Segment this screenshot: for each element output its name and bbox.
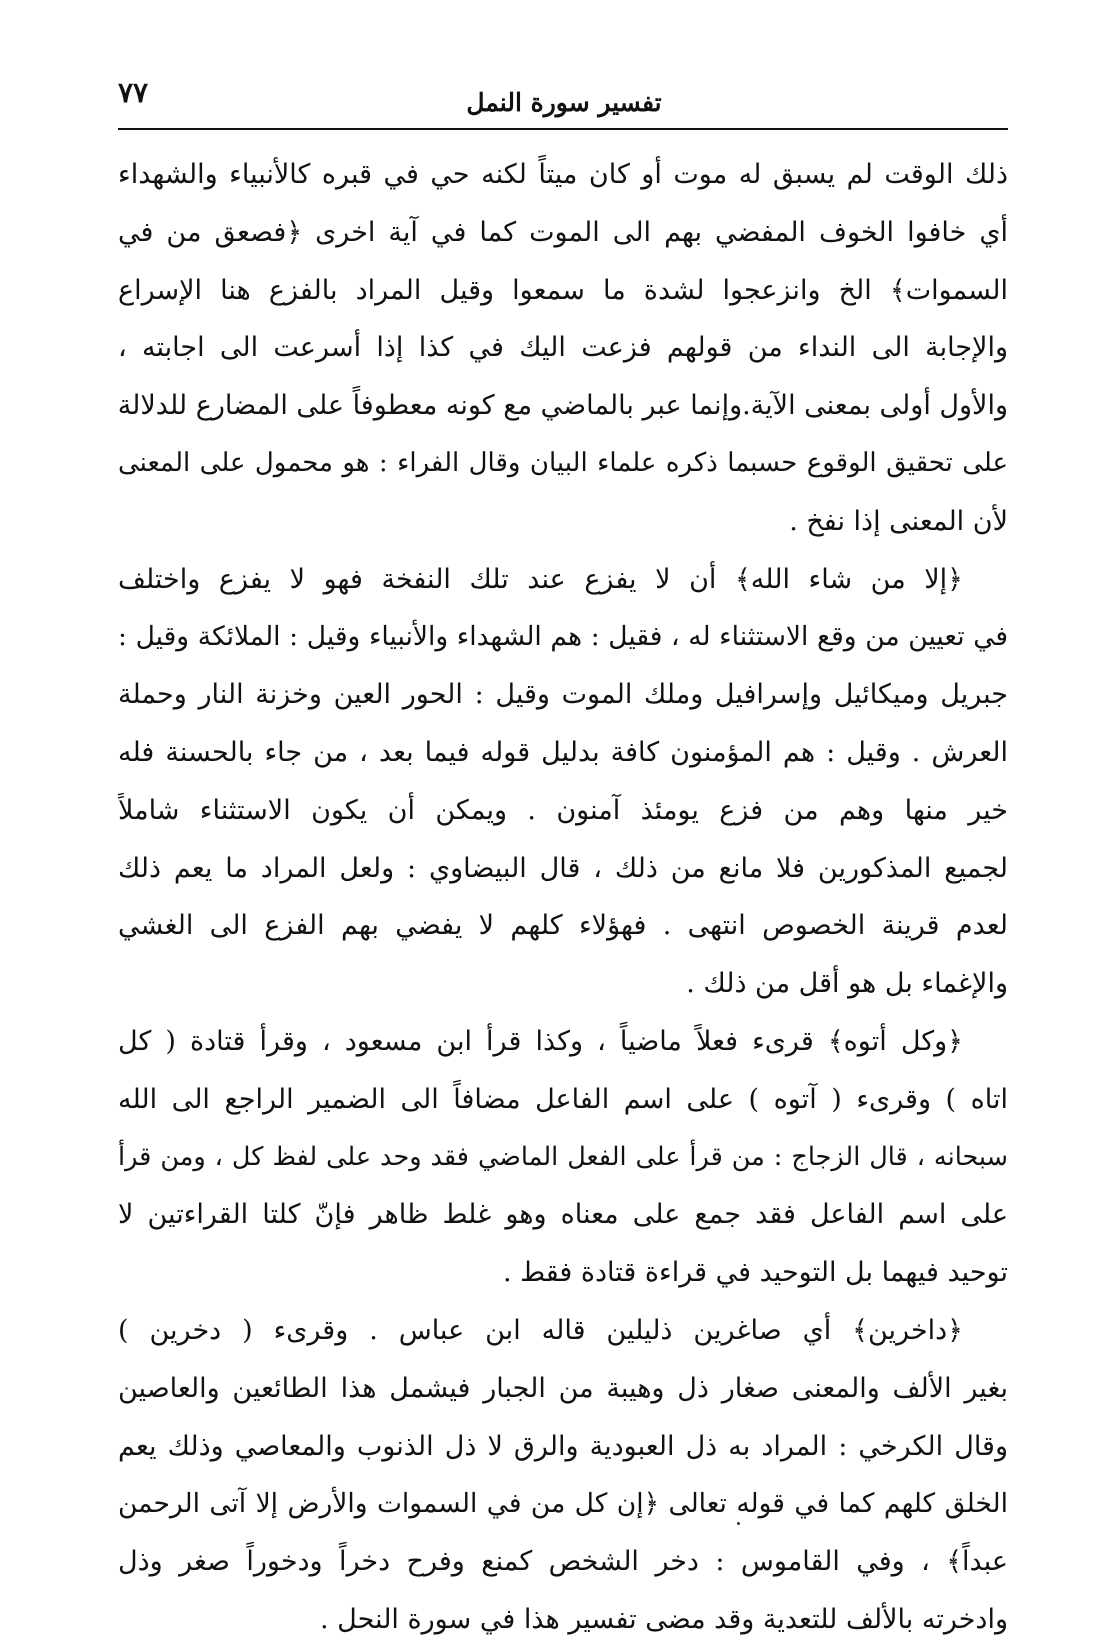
text-line: لعدم قرينة الخصوص انتهى . فهؤلاء كلهم لا يفضي بهم الفزع الى الغشي <box>118 910 1008 942</box>
text-line: ﴿داخرين﴾ أي صاغرين ذليلين قاله ابن عباس . وقرىء ( دخرين ) <box>118 1314 963 1346</box>
text-line: لأن المعنى إذا نفخ . <box>789 505 1008 537</box>
text-line: على تحقيق الوقوع حسبما ذكره علماء البيان وقال الفراء : هو محمول على المعنى <box>118 447 1008 478</box>
text-line: جبريل وميكائيل وإسرافيل وملك الموت وقيل : الحور العين وخزنة النار وحملة <box>118 679 1008 711</box>
text-line: ﴿إلا من شاء الله﴾ أن لا يفزع عند تلك النفخة فهو لا يفزع واختلف <box>118 563 963 595</box>
text-line: أي خافوا الخوف المفضي بهم الى الموت كما في آية اخرى ﴿فصعق من في <box>118 216 1008 248</box>
text-line: والإغماء بل هو أقل من ذلك . <box>686 968 1008 1000</box>
text-line: السموات﴾ الخ وانزعجوا لشدة ما سمعوا وقيل المراد بالفزع هنا الإسراع <box>118 274 1008 306</box>
text-line: اتاه ) وقرىء ( آتوه ) على اسم الفاعل مضافاً الى الضمير الراجع الى الله <box>118 1083 1008 1115</box>
text-line: والأول أولى بمعنى الآية.وإنما عبر بالماضي مع كونه معطوفاً على المضارع للدلالة <box>118 390 1008 422</box>
text-line: وقال الكرخي : المراد به ذل العبودية والرق لا ذل الذنوب والمعاصي وذلك يعم <box>118 1430 1008 1462</box>
header-rule <box>118 128 1008 130</box>
text-line: عبداً﴾ ، وفي القاموس : دخر الشخص كمنع وفرح دخراً ودخوراً صغر وذل <box>118 1546 1008 1578</box>
text-line: في تعيين من وقع الاستثناء له ، فقيل : هم الشهداء والأنبياء وقيل : الملائكة وقيل : <box>118 621 1008 653</box>
text-line: على اسم الفاعل فقد جمع على معناه وهو غلط ظاهر فإنّ كلتا القراءتين لا <box>118 1199 1008 1231</box>
running-title: تفسير سورة النمل <box>466 88 662 117</box>
text-line: توحيد فيهما بل التوحيد في قراءة قتادة فقط . <box>502 1257 1008 1289</box>
body-text <box>118 146 1008 1649</box>
text-line: وادخرته بالألف للتعدية وقد مضى تفسير هذا في سورة النحل . <box>320 1603 1008 1635</box>
text-line: ﴿وكل أتوه﴾ قرىء فعلاً ماضياً ، وكذا قرأ ابن مسعود ، وقرأ قتادة ( كل <box>118 1025 963 1057</box>
text-line: الخلق كلهم كما في قوله تعالى ﴿إن كل من في السموات والأرض إلا آتى الرحمن <box>118 1488 1008 1520</box>
page-header <box>118 70 1010 130</box>
text-line: سبحانه ، قال الزجاج : من قرأ على الفعل الماضي فقد وحد على لفظ كل ، ومن قرأ <box>118 1141 1008 1172</box>
text-line: بغير الألف والمعنى صغار ذل وهيبة من الجبار فيشمل هذا الطائعين والعاصين <box>118 1372 1008 1404</box>
text-line: ذلك الوقت لم يسبق له موت أو كان ميتاً لكنه حي في قبره كالأنبياء والشهداء <box>118 159 1008 190</box>
print-speck <box>737 1522 740 1525</box>
text-line: خير منها وهم من فزع يومئذ آمنون . ويمكن أن يكون الاستثناء شاملاً <box>118 794 1008 826</box>
text-line: العرش . وقيل : هم المؤمنون كافة بدليل قوله فيما بعد ، من جاء بالحسنة فله <box>118 736 1008 768</box>
text-line: والإجابة الى النداء من قولهم فزعت اليك في كذا إذا أسرعت الى اجابته ، <box>118 332 1008 364</box>
page-number: ٧٧ <box>118 76 149 109</box>
text-line: لجميع المذكورين فلا مانع من ذلك ، قال البيضاوي : ولعل المراد ما يعم ذلك <box>118 852 1008 884</box>
